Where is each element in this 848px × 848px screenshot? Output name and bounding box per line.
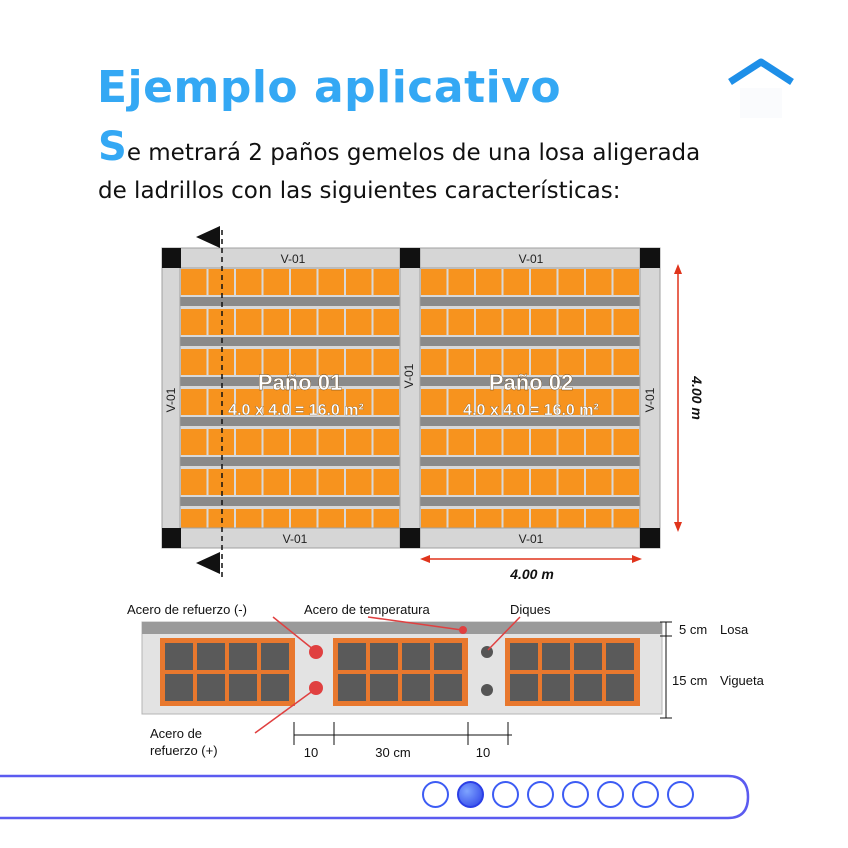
brick xyxy=(319,309,345,335)
brick xyxy=(559,309,585,335)
brick xyxy=(614,429,640,455)
column xyxy=(162,248,181,268)
brick xyxy=(614,389,640,415)
brick-cell xyxy=(229,643,257,670)
brick xyxy=(346,429,372,455)
brick-cell xyxy=(370,643,398,670)
column xyxy=(400,248,420,268)
brick xyxy=(476,309,502,335)
pagination-dot[interactable] xyxy=(527,781,554,808)
brick-cell xyxy=(510,674,538,701)
pagination-dot[interactable] xyxy=(422,781,449,808)
brick xyxy=(449,469,475,495)
dim-vigueta-name: Vigueta xyxy=(720,673,764,688)
beam-label-bottom-1: V-01 xyxy=(282,532,308,546)
dim-bottom-right: 10 xyxy=(475,745,491,760)
brick-cell xyxy=(574,643,602,670)
joist xyxy=(180,497,400,506)
beam-label-middle: V-01 xyxy=(402,363,416,389)
brick-cell xyxy=(197,674,225,701)
pagination-dot[interactable] xyxy=(492,781,519,808)
brick xyxy=(586,349,612,375)
brick-cell xyxy=(542,674,570,701)
brick xyxy=(476,429,502,455)
brick xyxy=(181,389,207,415)
brick xyxy=(319,469,345,495)
panel-02-title: Paño 02 xyxy=(488,370,574,395)
brick xyxy=(421,429,447,455)
brick-cell xyxy=(338,643,366,670)
brick-cell xyxy=(165,643,193,670)
brick xyxy=(236,469,262,495)
brick xyxy=(291,469,317,495)
brick xyxy=(291,269,317,295)
label-acero-positivo-2: refuerzo (+) xyxy=(150,743,218,758)
brick xyxy=(264,269,290,295)
brick xyxy=(421,389,447,415)
beam-label-left: V-01 xyxy=(164,387,178,413)
brick xyxy=(236,269,262,295)
brick xyxy=(614,269,640,295)
brick xyxy=(264,309,290,335)
brick xyxy=(319,269,345,295)
beam-label-right: V-01 xyxy=(643,387,657,413)
brick xyxy=(374,309,400,335)
joist xyxy=(420,297,640,306)
brick xyxy=(504,469,530,495)
brick-cell xyxy=(542,643,570,670)
beam-label-top-1: V-01 xyxy=(280,252,306,266)
brick xyxy=(476,269,502,295)
brick xyxy=(291,429,317,455)
brick xyxy=(374,429,400,455)
intro-line-1: e metrará 2 paños gemelos de una losa aligerada xyxy=(126,140,701,166)
brick-cell xyxy=(510,643,538,670)
beam-label-top-2: V-01 xyxy=(518,252,544,266)
beam-label-bottom-2: V-01 xyxy=(518,532,544,546)
brick xyxy=(421,269,447,295)
brick xyxy=(531,469,557,495)
brick xyxy=(291,309,317,335)
panel-02-area: 4.0 x 4.0 = 16.0 m² xyxy=(463,402,599,419)
brick xyxy=(559,469,585,495)
dim-bottom-mid: 30 cm xyxy=(375,745,411,760)
brick xyxy=(346,269,372,295)
brick xyxy=(586,269,612,295)
brick xyxy=(209,349,235,375)
brick-cell xyxy=(261,674,289,701)
brick xyxy=(421,349,447,375)
brick xyxy=(531,429,557,455)
brick-cell xyxy=(229,674,257,701)
panel-01-area: 4.0 x 4.0 = 16.0 m² xyxy=(228,402,364,419)
brick xyxy=(614,309,640,335)
column xyxy=(400,528,420,548)
brick xyxy=(374,269,400,295)
pagination-dot[interactable] xyxy=(457,781,484,808)
brick-cell xyxy=(370,674,398,701)
brick xyxy=(421,309,447,335)
brick-cell xyxy=(338,674,366,701)
brick xyxy=(346,309,372,335)
brick xyxy=(586,469,612,495)
brick xyxy=(264,429,290,455)
dique-dot xyxy=(481,684,493,696)
brick-cell xyxy=(402,674,430,701)
joist xyxy=(180,337,400,346)
brick xyxy=(586,309,612,335)
brick xyxy=(374,389,400,415)
brick xyxy=(181,349,207,375)
brick-cell xyxy=(261,643,289,670)
brick xyxy=(374,349,400,375)
brick xyxy=(449,429,475,455)
brick xyxy=(476,469,502,495)
pagination-dot[interactable] xyxy=(562,781,589,808)
label-acero-negativo: Acero de refuerzo (-) xyxy=(127,602,247,617)
brick xyxy=(449,309,475,335)
brick xyxy=(449,349,475,375)
brick xyxy=(449,269,475,295)
dim-bottom-left: 10 xyxy=(303,745,319,760)
label-acero-temperatura: Acero de temperatura xyxy=(304,602,430,617)
dim-losa-name: Losa xyxy=(720,622,749,637)
label-acero-positivo-1: Acero de xyxy=(150,726,203,741)
joist xyxy=(180,457,400,466)
joist xyxy=(420,337,640,346)
brick xyxy=(181,269,207,295)
intro-dropcap: S xyxy=(98,124,127,170)
page-title: Ejemplo aplicativo xyxy=(97,62,562,113)
label-diques: Diques xyxy=(510,602,551,617)
brick xyxy=(421,469,447,495)
section-arrow-top xyxy=(196,226,220,248)
brick xyxy=(346,349,372,375)
dim-vertical-label: 4.00 m xyxy=(689,376,705,420)
brick-cell xyxy=(402,643,430,670)
column xyxy=(162,528,181,548)
pagination-dots xyxy=(422,781,694,808)
pagination-dot[interactable] xyxy=(667,781,694,808)
beam-middle xyxy=(400,248,420,548)
joist xyxy=(180,297,400,306)
brick xyxy=(264,469,290,495)
brick-cell xyxy=(606,674,634,701)
dim-vigueta-value: 15 cm xyxy=(672,673,708,688)
brick-cell xyxy=(606,643,634,670)
dim-losa-value: 5 cm xyxy=(679,622,708,637)
brick xyxy=(559,269,585,295)
dim-horizontal-label: 4.00 m xyxy=(510,566,554,582)
intro-line-2: de ladrillos con las siguientes características: xyxy=(98,178,621,204)
column xyxy=(640,528,660,548)
brick xyxy=(614,469,640,495)
brick xyxy=(559,429,585,455)
brick xyxy=(504,269,530,295)
brick-cell xyxy=(165,674,193,701)
panel-01-title: Paño 01 xyxy=(257,370,343,395)
brick-cell xyxy=(197,643,225,670)
pagination-dot[interactable] xyxy=(632,781,659,808)
brick xyxy=(181,429,207,455)
brick xyxy=(531,269,557,295)
joist xyxy=(420,497,640,506)
brick xyxy=(504,429,530,455)
dique-dot xyxy=(481,646,493,658)
brick-cell xyxy=(574,674,602,701)
brick xyxy=(209,269,235,295)
brick xyxy=(586,429,612,455)
brick xyxy=(374,469,400,495)
section-slab-top xyxy=(142,622,662,634)
brick xyxy=(531,309,557,335)
brick-cell xyxy=(434,674,462,701)
brick xyxy=(346,469,372,495)
section-arrow-bottom xyxy=(196,552,220,574)
column xyxy=(640,248,660,268)
brick xyxy=(614,349,640,375)
joist xyxy=(420,457,640,466)
brick xyxy=(236,429,262,455)
brick xyxy=(504,309,530,335)
pagination-dot[interactable] xyxy=(597,781,624,808)
brick xyxy=(181,469,207,495)
brick xyxy=(181,309,207,335)
brick xyxy=(236,309,262,335)
brick xyxy=(319,429,345,455)
brick-cell xyxy=(434,643,462,670)
